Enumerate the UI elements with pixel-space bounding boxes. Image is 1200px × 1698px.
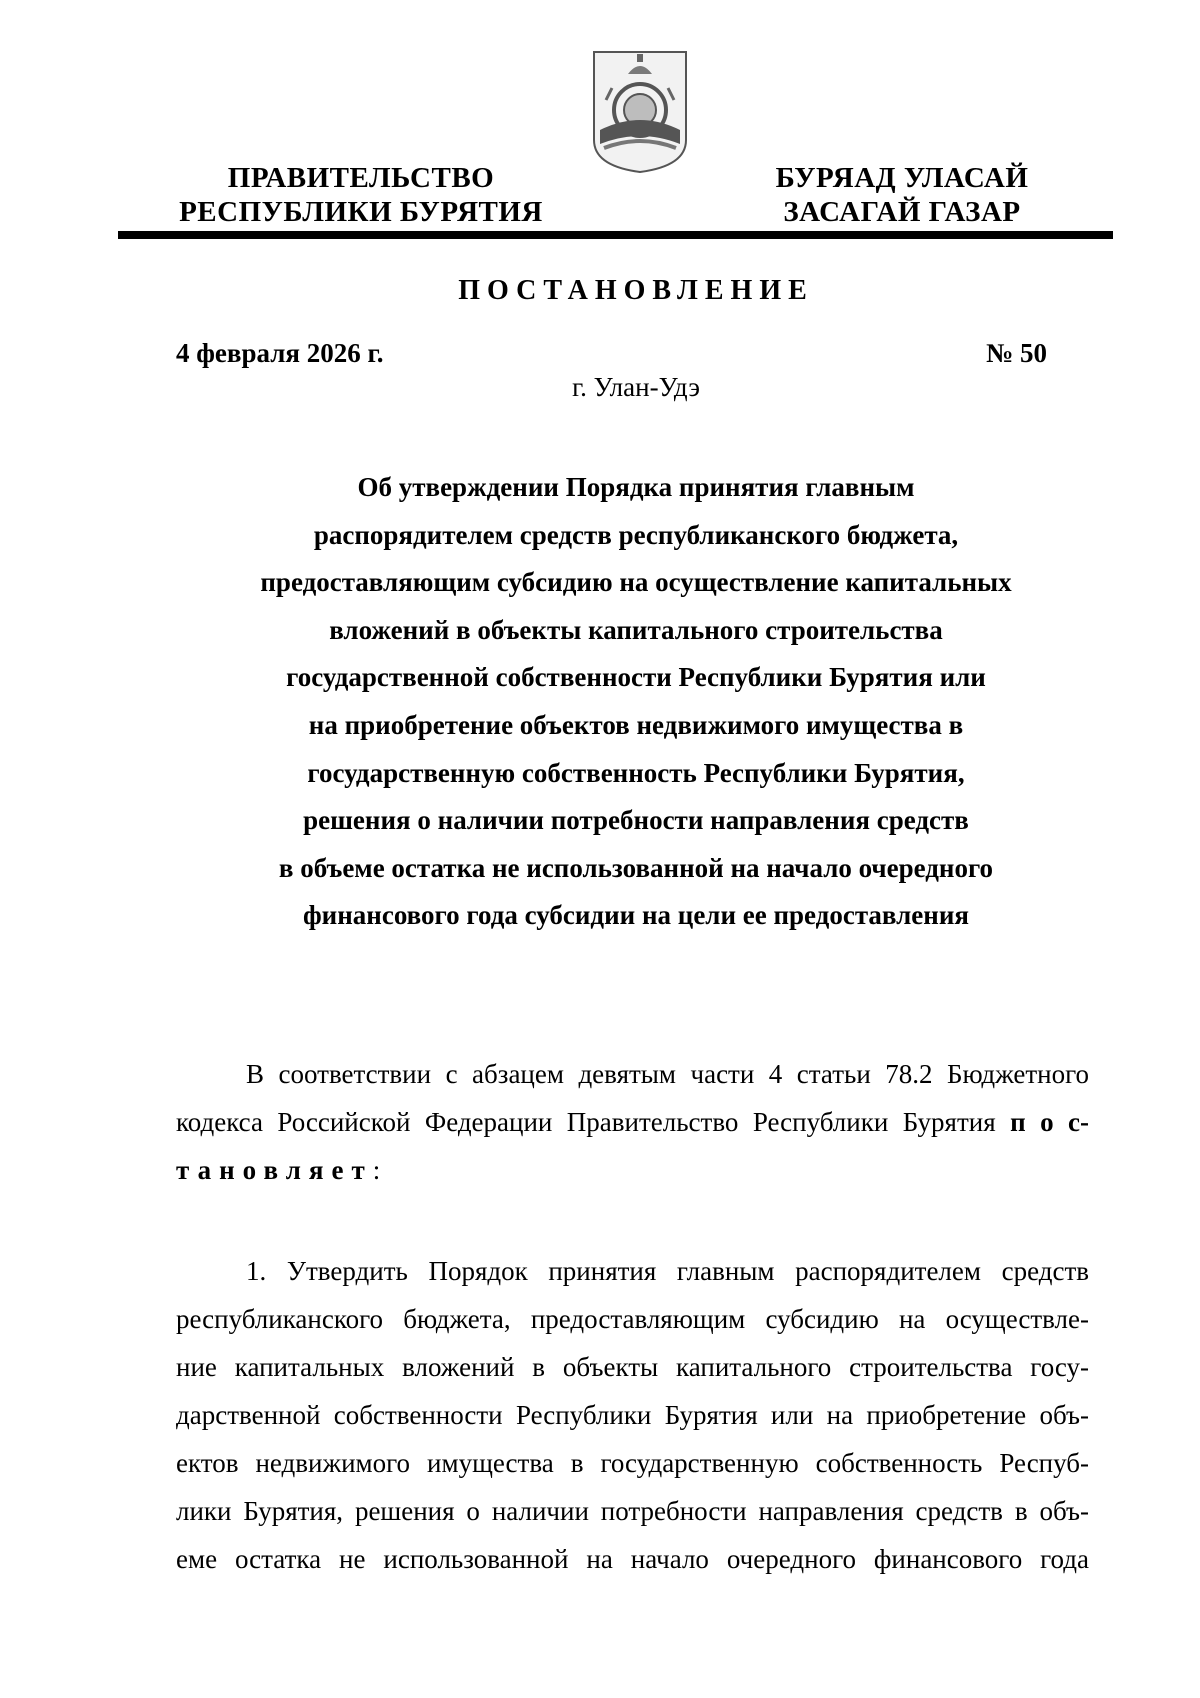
clause-line: 1. Утвердить Порядок принятия главным распорядителем средств — [246, 1256, 1089, 1286]
org-left-line2: РЕСПУБЛИКИ БУРЯТИЯ — [179, 196, 543, 228]
coat-of-arms-icon — [590, 48, 690, 174]
resolves-word-part2: тановляет — [176, 1155, 373, 1185]
title-line: государственной собственности Республики Бурятия или — [286, 662, 986, 693]
clause-1-paragraph — [176, 1247, 1089, 1583]
preamble-paragraph — [176, 1050, 1089, 1194]
preamble-line-text: кодекса Российской Федерации Правительство Республики Бурятия — [176, 1107, 996, 1137]
title-line: финансового года субсидии на цели ее предоставления — [303, 900, 969, 931]
document-type: ПОСТАНОВЛЕНИЕ — [458, 275, 814, 306]
org-right-line1: БУРЯАД УЛАСАЙ — [775, 162, 1029, 194]
org-left-line1: ПРАВИТЕЛЬСТВО — [227, 162, 495, 194]
document-title — [0, 464, 1200, 940]
preamble-colon: : — [372, 1155, 381, 1185]
preamble-line: В соответствии с абзацем девятым части 4 статьи 78.2 Бюджетного — [246, 1059, 1089, 1089]
document-date: 4 февраля 2026 г. — [176, 338, 384, 368]
title-line: решения о наличии потребности направления средств — [303, 805, 969, 836]
title-line: распорядителем средств республиканского бюджета, — [313, 519, 959, 550]
clause-line: лики Бурятия, решения о наличии потребности направления средств в объ- — [176, 1496, 1089, 1526]
title-line: Об утверждении Порядка принятия главным — [357, 472, 915, 502]
title-line: вложений в объекты капитального строительства — [329, 614, 943, 645]
clause-line: еме остатка не использованной на начало очередного финансового года — [176, 1544, 1089, 1574]
document-number: № 50 — [986, 338, 1047, 368]
preamble-line — [176, 1098, 1089, 1146]
government-name-buryat — [752, 161, 1052, 229]
preamble-line — [176, 1146, 1089, 1194]
clause-line: дарственной собственности Республики Бурятия или на приобретение объ- — [176, 1400, 1089, 1430]
org-right-line2: ЗАСАГАЙ ГАЗАР — [783, 196, 1021, 228]
document-city: г. Улан-Удэ — [572, 372, 700, 402]
header-divider — [118, 231, 1113, 239]
title-line: предоставляющим субсидию на осуществление капитальных — [260, 567, 1012, 598]
clause-line: ектов недвижимого имущества в государственную собственность Респуб- — [176, 1448, 1089, 1478]
title-line: на приобретение объектов недвижимого имущества в — [308, 709, 964, 740]
clause-line: ние капитальных вложений в объекты капитального строительства госу- — [176, 1352, 1089, 1382]
resolves-word-part1: п о с- — [1010, 1107, 1089, 1137]
title-line: в объеме остатка не использованной на начало очередного — [278, 852, 994, 883]
title-line: государственную собственность Республики Бурятия, — [307, 757, 965, 788]
government-name-russian — [176, 161, 546, 229]
clause-line: республиканского бюджета, предоставляющим субсидию на осуществле- — [176, 1304, 1089, 1334]
